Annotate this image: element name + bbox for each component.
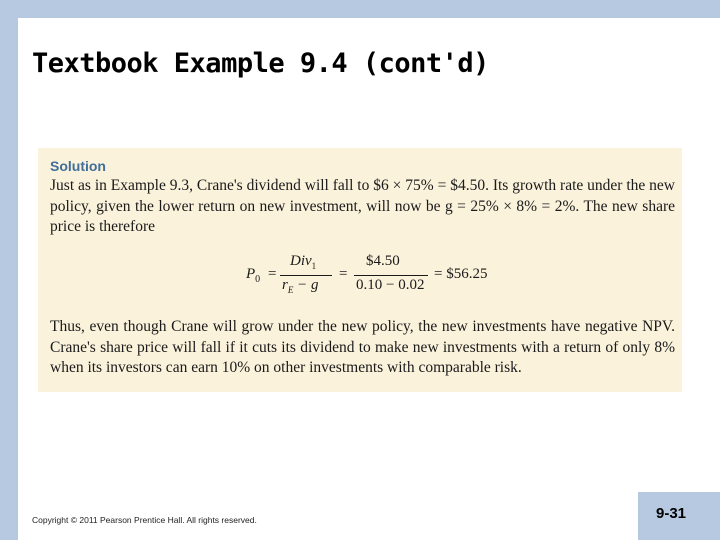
page-number-box: [638, 492, 720, 540]
fraction-1-numerator: Div$_1$: [290, 253, 317, 271]
slide-title: Textbook Example 9.4 (cont'd): [32, 48, 489, 79]
solution-paragraph-2: Thus, even though Crane will grow under the new policy, the new investments have negative NPV. Crane's share price will fall if it cuts its dividend to make new investments with a return of only 8% when its investors can earn 10% on other investments with comparable risk.: [50, 318, 675, 376]
equation-lhs: $P_0$: [246, 266, 261, 285]
fraction-2-denominator: 0.10 − 0.02: [356, 277, 425, 293]
solution-box: [38, 148, 682, 392]
equation-equals-1: =: [268, 266, 277, 282]
copyright-notice: Copyright © 2011 Pearson Prentice Hall. All rights reserved.: [32, 515, 257, 525]
equation-equals-2: =: [339, 266, 348, 282]
fraction-1-denominator: $r_E - g$: [282, 277, 319, 295]
fraction-2-bar: [354, 275, 428, 276]
fraction-2-numerator: $4.50: [366, 253, 400, 269]
fraction-1-bar: [280, 275, 332, 276]
solution-heading: Solution: [50, 158, 106, 174]
page-number: 9-31: [656, 505, 687, 522]
slide: [18, 18, 720, 540]
equation-result: = $56.25: [434, 266, 488, 282]
solution-paragraph-1: Just as in Example 9.3, Crane's dividend will fall to $6 × 75% = $4.50. Its growth rate under the new policy, given the lower return on new investment, will now be g = 25% × 8% = 2%. The new share price is therefore: [50, 177, 675, 235]
